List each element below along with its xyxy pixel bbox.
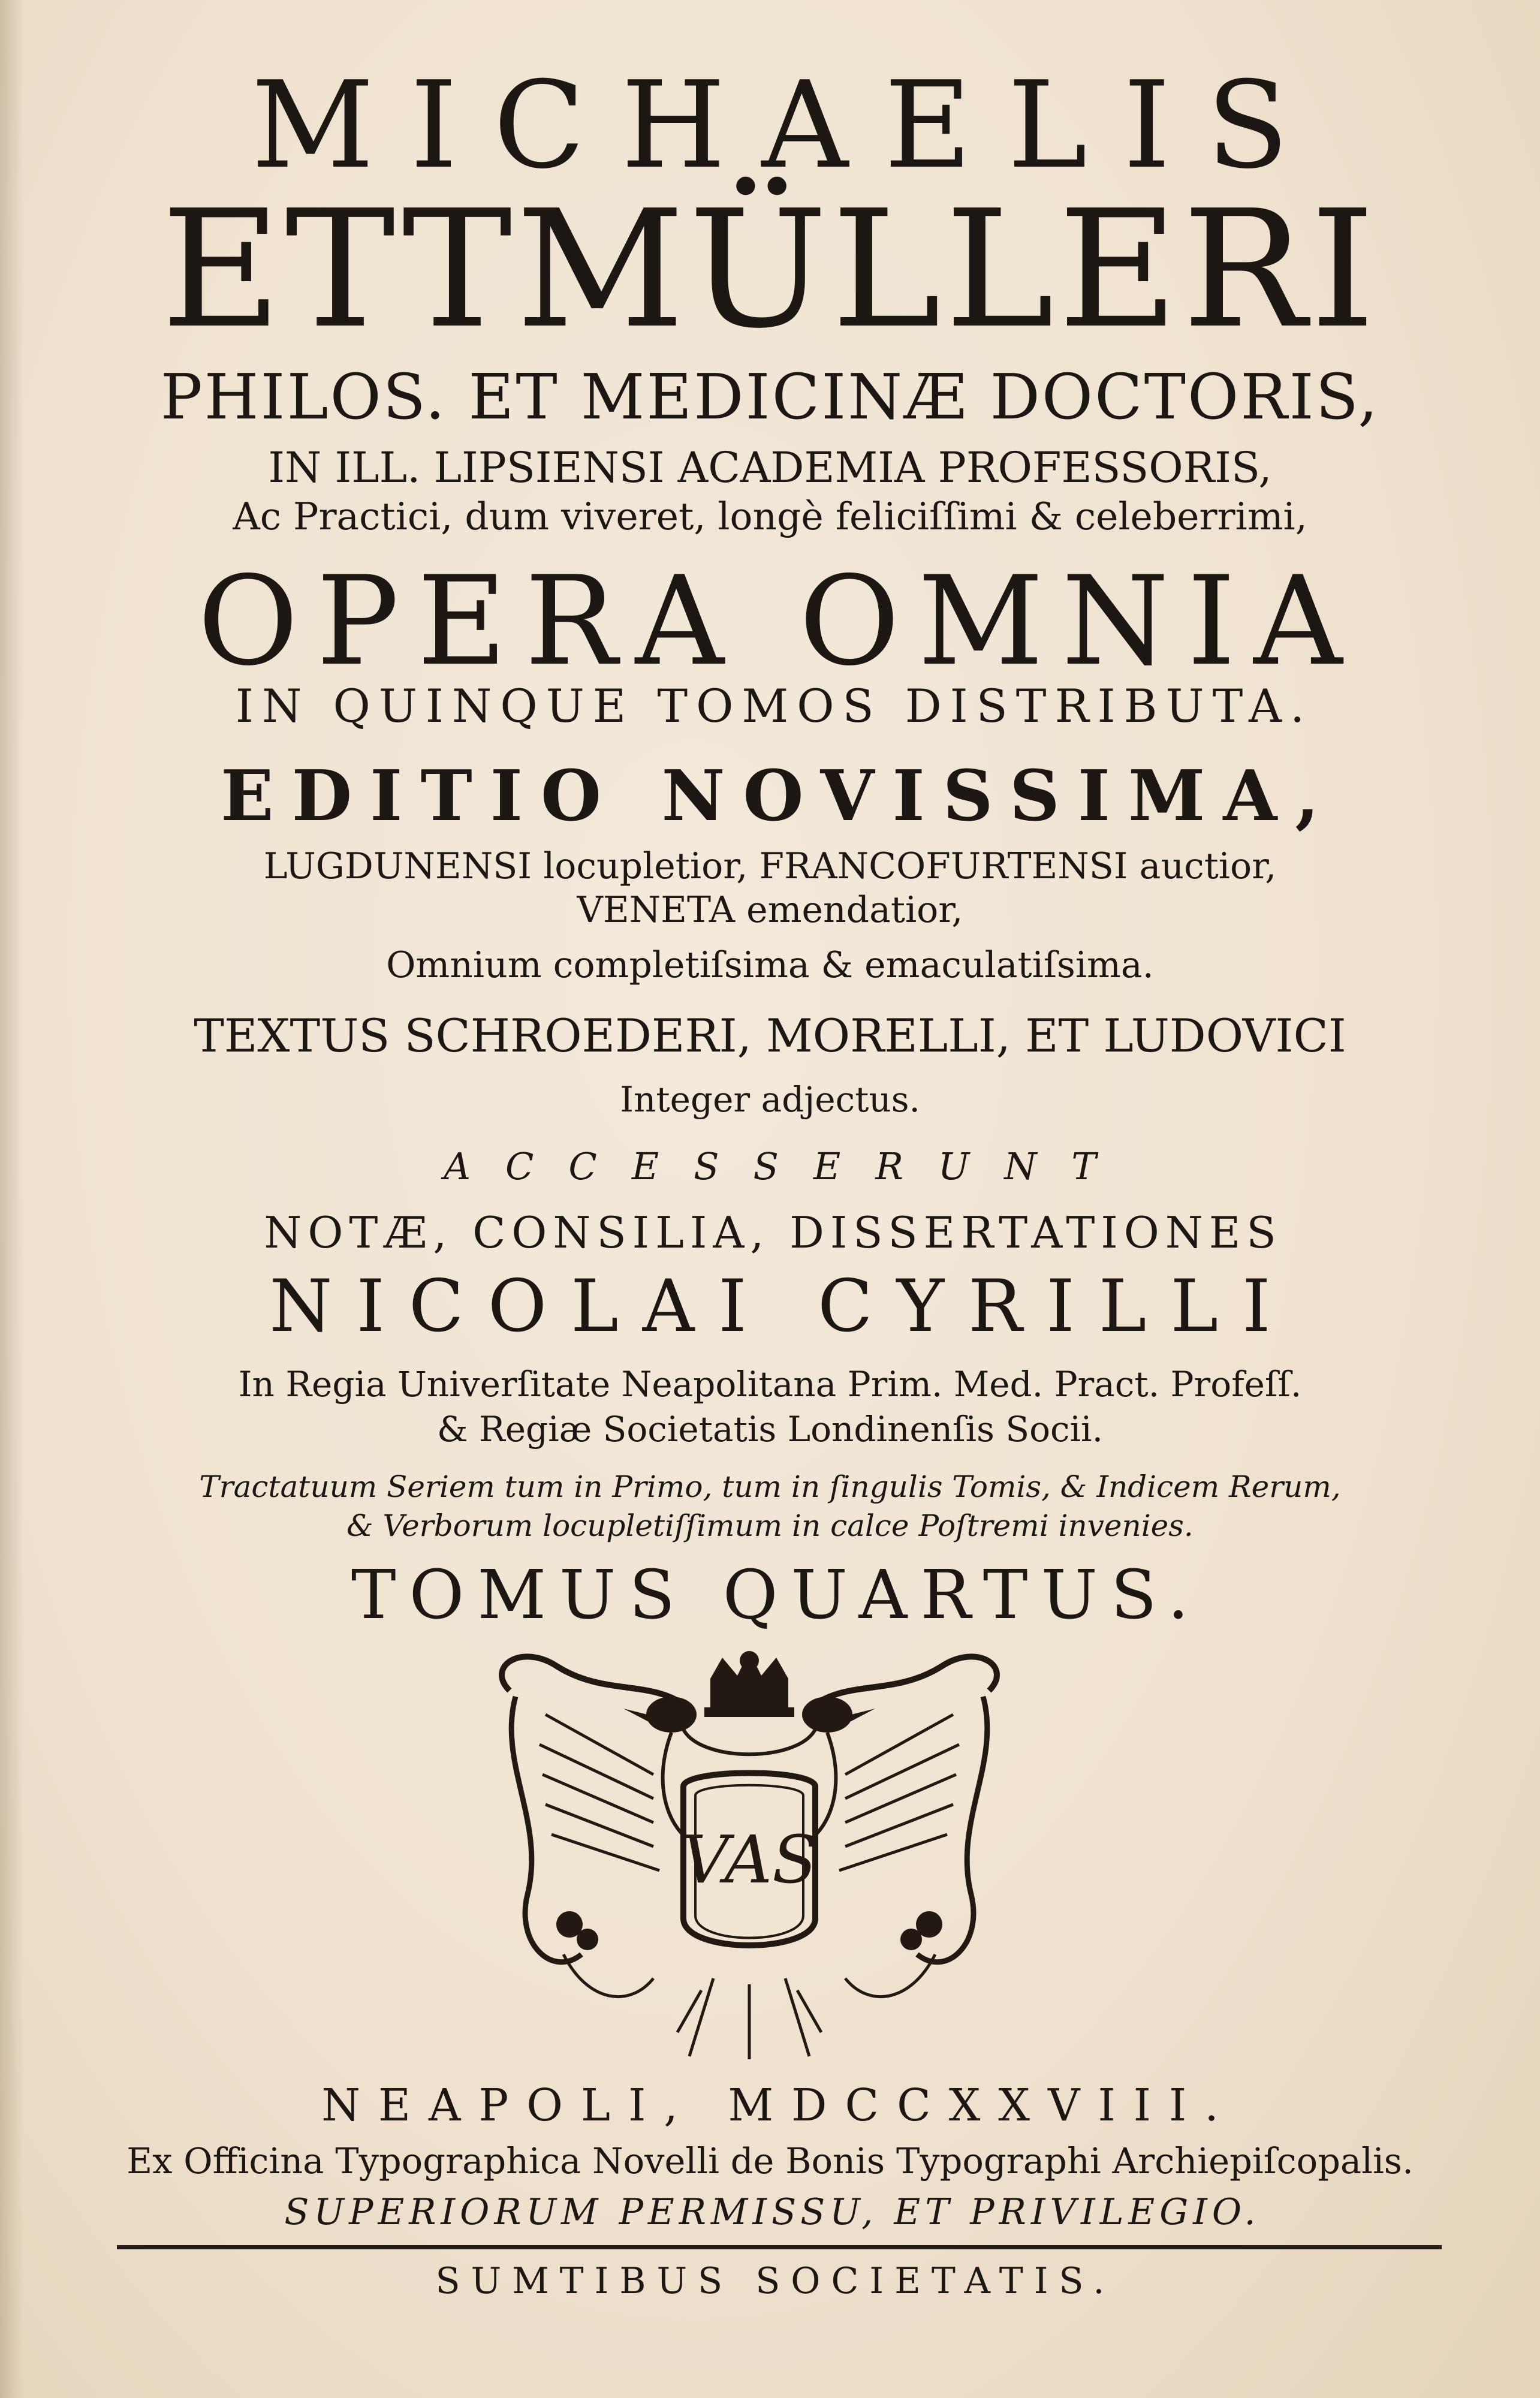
edition-heading: EDITIO NOVISSIMA,: [221, 755, 1337, 837]
author-last-name: ETTMÜLLERI: [161, 175, 1379, 364]
volumes-line: IN QUINQUE TOMOS DISTRIBUTA.: [235, 679, 1313, 733]
edition-line-3: Omnium completiſsima & emaculatiſsima.: [386, 944, 1154, 986]
author-degree: PHILOS. ET MEDICINÆ DOCTORIS,: [160, 360, 1380, 433]
commentator-line-2: & Regiæ Societatis Londinenſis Socii.: [436, 1409, 1104, 1450]
crowned-double-headed-eagle-icon: [474, 1643, 1025, 2062]
notes-line: NOTÆ, CONSILIA, DISSERTATIONES: [264, 1207, 1282, 1258]
commentator-name: NICOLAI CYRILLI: [269, 1265, 1295, 1348]
page-gutter-shadow: [0, 0, 24, 2398]
texts-line: TEXTUS SCHROEDERI, MORELLI, ET LUDOVICI: [194, 1009, 1346, 1062]
work-title: OPERA OMNIA: [197, 550, 1361, 693]
accesserunt-line: ACCESSERUNT: [444, 1144, 1131, 1188]
printer-line: Ex Officina Typographica Novelli de Bonis Typographi Archiepiſcopalis.: [126, 2140, 1414, 2182]
edition-line-1: LUGDUNENSI locupletior, FRANCOFURTENSI auctior,: [263, 845, 1277, 887]
tome-number: TOMUS QUARTUS.: [351, 1556, 1203, 1634]
author-first-name: MICHAELIS: [251, 56, 1325, 195]
author-practice: Ac Practici, dum viveret, longè feliciſſimi & celeberrimi,: [233, 495, 1307, 538]
texts-note: Integer adjectus.: [620, 1079, 920, 1120]
commentator-line-1: In Regia Univerſitate Neapolitana Prim. Med. Pract. Profeſſ.: [238, 1364, 1302, 1405]
index-line-2: & Verborum locupletiſſimum in calce Poſtremi invenies.: [346, 1508, 1194, 1543]
author-academy: IN ILL. LIPSIENSI ACADEMIA PROFESSORIS,: [268, 443, 1272, 492]
place-and-date: NEAPOLI, MDCCXXVIII.: [321, 2080, 1237, 2131]
sumptibus-line: SUMTIBUS SOCIETATIS.: [435, 2260, 1116, 2302]
monogram-text: VAS: [681, 1821, 818, 1898]
divider-rule: [117, 2245, 1442, 2249]
index-line-1: Tractatuum Seriem tum in Primo, tum in ſingulis Tomis, & Indicem Rerum,: [199, 1469, 1341, 1504]
edition-line-2: VENETA emendatior,: [577, 889, 963, 931]
permission-line: SUPERIORUM PERMISSU, ET PRIVILEGIO.: [284, 2191, 1261, 2233]
